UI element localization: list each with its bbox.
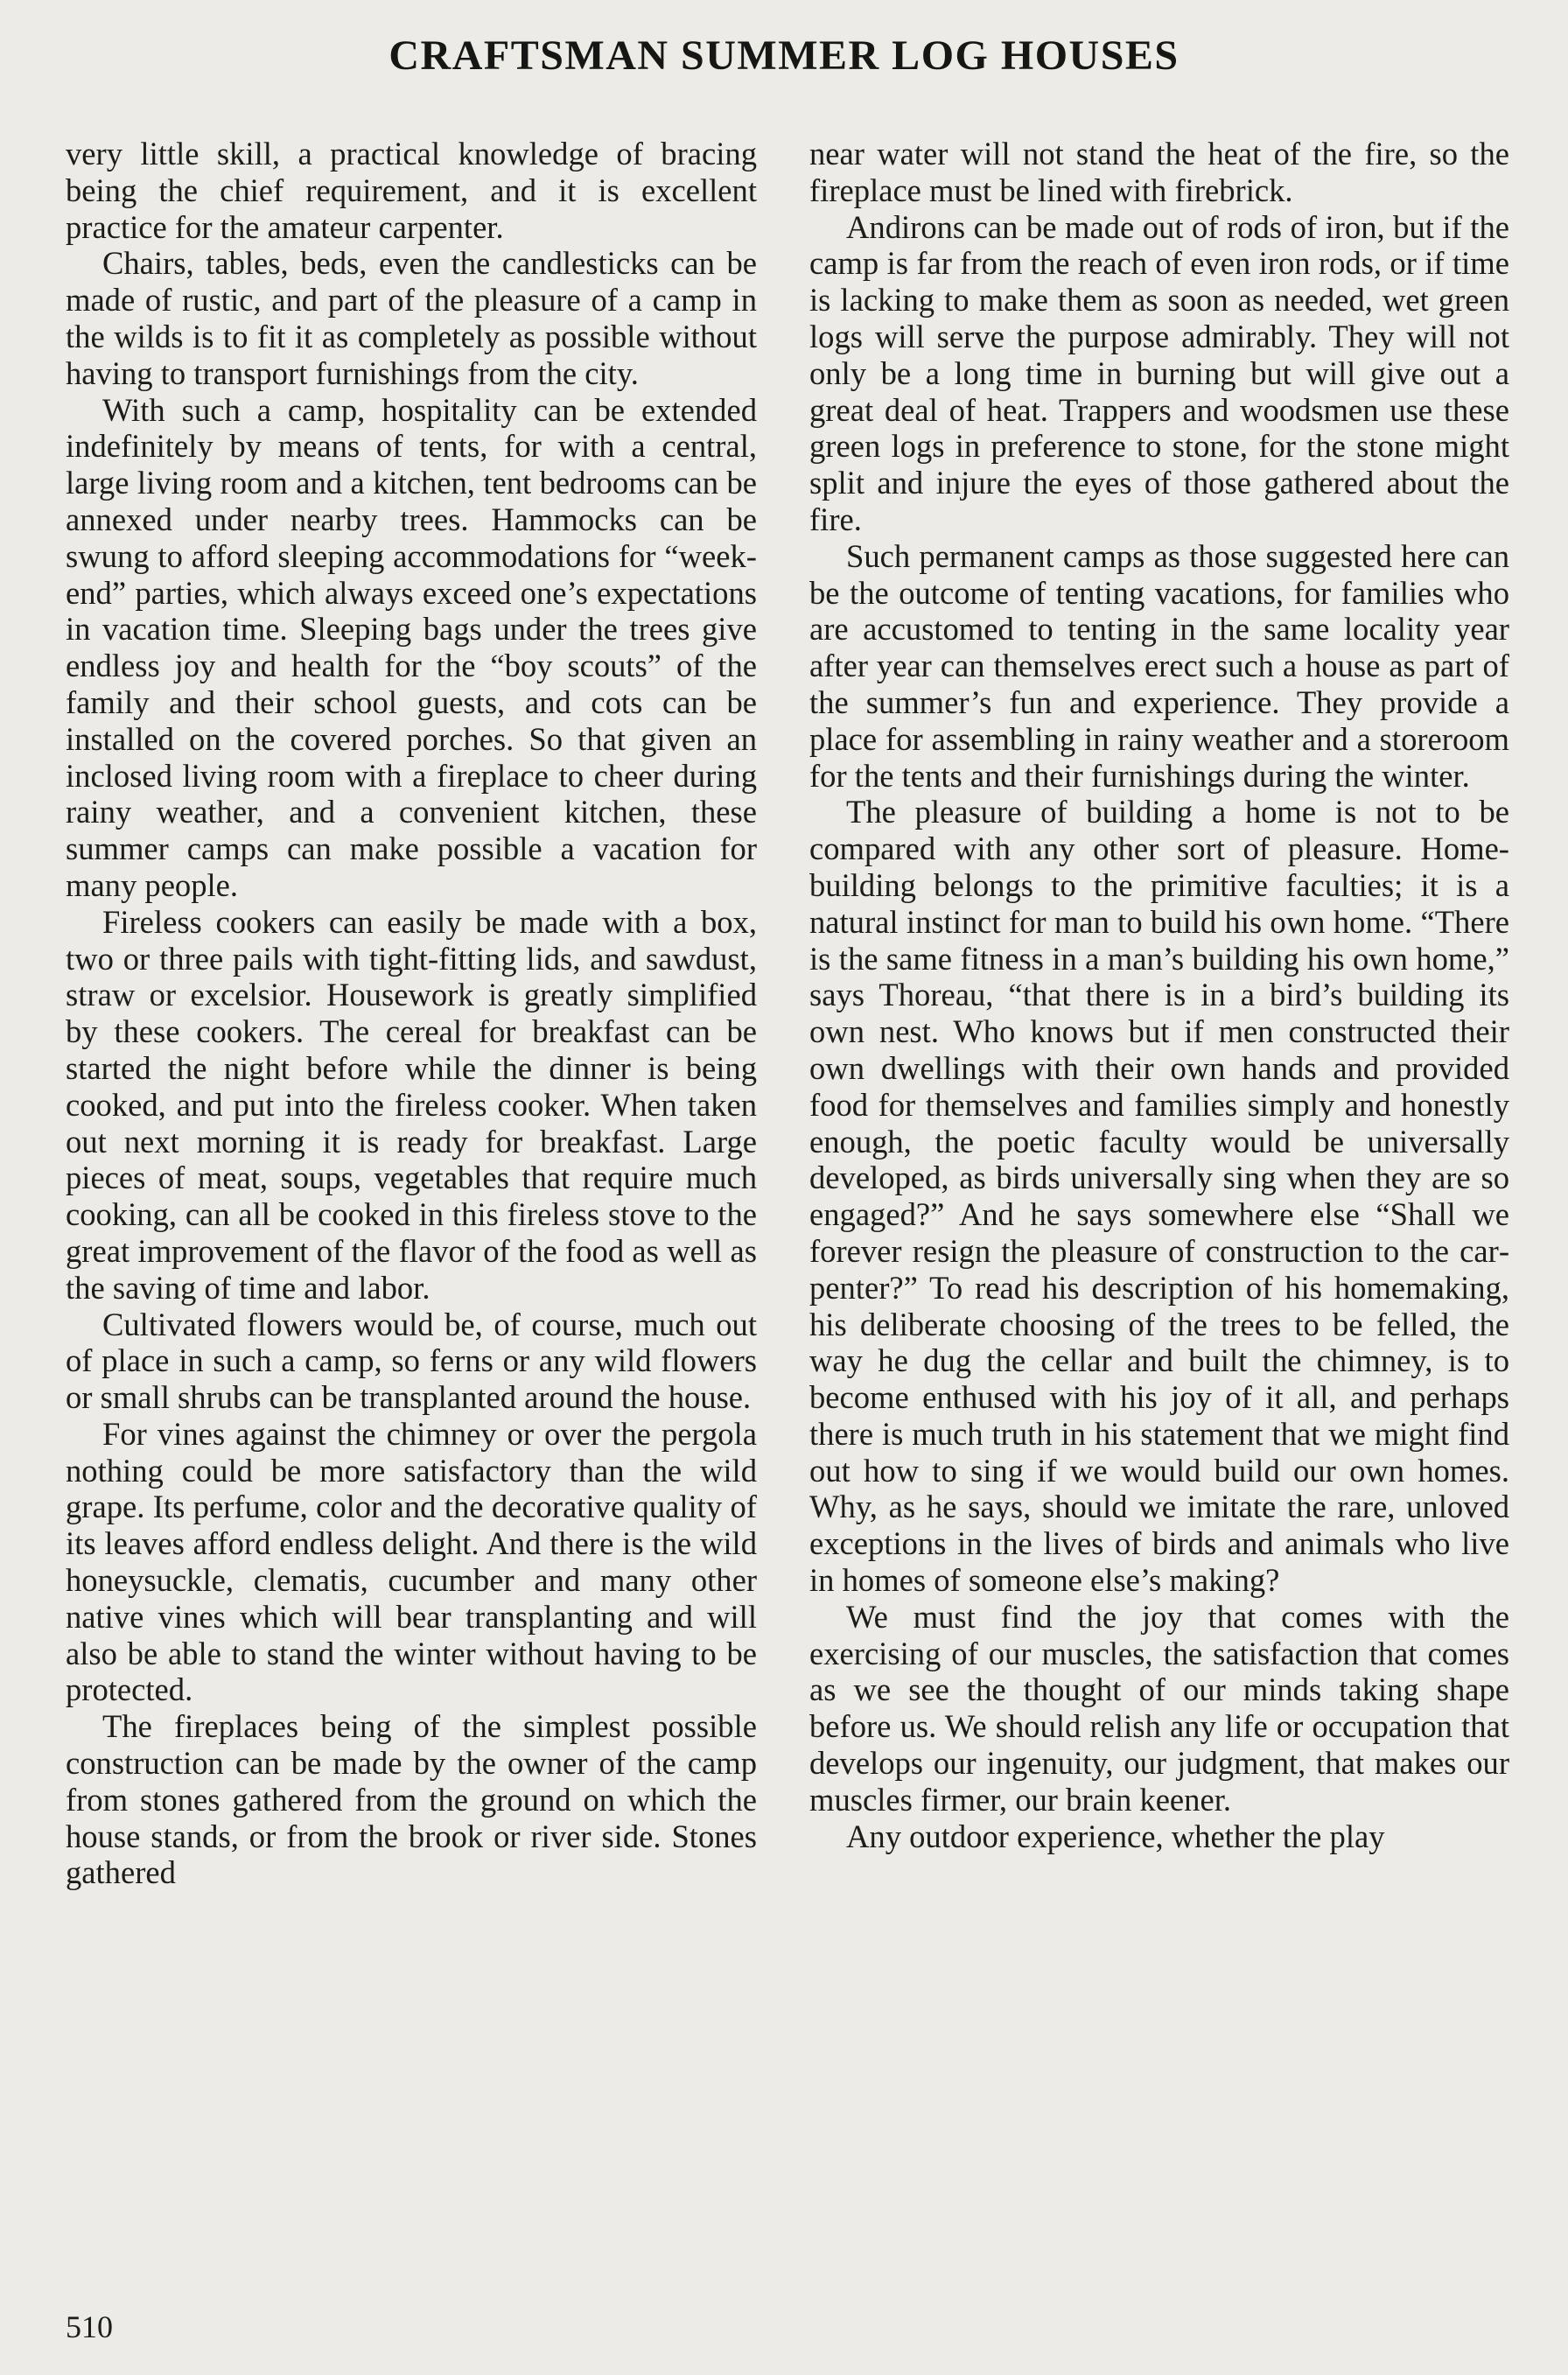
right-column: [809, 136, 1509, 2288]
paragraph: Fireless cookers can easily be made with a box, two or three pails with tight-fitting lids, and sawdust, straw or excelsior. Housework is greatly simplified by these cookers. The cereal for breakfast can be started the night before while the dinner is being cooked, and put into the fireless cooker. When taken out next morning it is ready for breakfast. Large pieces of meat, soups, vegetables that require much cooking, can all be cooked in this fireless stove to the great improvement of the flavor of the food as well as the saving of time and labor.: [66, 903, 757, 1306]
paragraph: near water will not stand the heat of the fire, so the fireplace must be lined with firebrick.: [809, 136, 1509, 208]
page-number: 510: [66, 2309, 113, 2344]
page-title: CRAFTSMAN SUMMER LOG HOUSES: [388, 32, 1180, 79]
paragraph: Chairs, tables, beds, even the candlesticks can be made of rustic, and part of the pleasure of a camp in the wilds is to fit it as completely as possible without having to transport furnishings from the city.: [66, 245, 757, 391]
paragraph: For vines against the chimney or over the pergola nothing could be more satisfactory than the wild grape. Its perfume, color and the decorative quality of its leaves afford endless delight. And there is the wild honeysuckle, clematis, cucumber and many other native vines which will bear transplanting and will also be able to stand the winter without having to be protected.: [66, 1415, 757, 1708]
paragraph: The fireplaces being of the simplest possible construction can be made by the owner of the camp from stones gathered from the ground on which the house stands, or from the brook or river side. Stones gathered: [66, 1708, 757, 1891]
paragraph: The pleasure of building a home is not to be compared with any other sort of pleasure. Home-building belongs to the primitive faculties; it is a natural instinct for man to build his own home. “There is the same fitness in a man’s building his own home,” says Thoreau, “that there is in a bird’s building its own nest. Who knows but if men constructed their own dwellings with their own hands and provided food for themselves and families simply and honestly enough, the poetic faculty would be universally developed, as birds universally sing when they are so engaged?” And he says somewhere else “Shall we forever resign the pleasure of construction to the carpenter?” To read his description of his homemaking, his deliberate choosing of the trees to be felled, the way he dug the cellar and built the chimney, is to become enthused with his joy of it all, and perhaps there is much truth in his statement that we might find out how to sing if we would build our own homes. Why, as he says, should we imitate the rare, unloved exceptions in the lives of birds and animals who live in homes of someone else’s making?: [809, 794, 1509, 1599]
paragraph: Cultivated flowers would be, of course, much out of place in such a camp, so ferns or any wild flowers or small shrubs can be transplanted around the house.: [66, 1306, 757, 1416]
paragraph: very little skill, a practical knowledge of bracing being the chief requirement, and it is excellent practice for the amateur carpenter.: [66, 136, 757, 245]
paragraph: Such permanent camps as those suggested here can be the outcome of tenting vacations, for families who are accustomed to tenting in the same locality year after year can themselves erect such a house as part of the summer’s fun and experience. They provide a place for assembling in rainy weather and a storeroom for the tents and their furnishings during the winter.: [809, 537, 1509, 794]
paragraph: With such a camp, hospitality can be extended indefinitely by means of tents, for with a central, large living room and a kitchen, tent bedrooms can be annexed under nearby trees. Hammocks can be swung to afford sleeping accommodations for “week-end” parties, which always exceed one’s expectations in vacation time. Sleeping bags under the trees give endless joy and health for the “boy scouts” of the family and their school guests, and cots can be installed on the covered porches. So that given an inclosed living room with a fireplace to cheer during rainy weather, and a convenient kitchen, these summer camps can make possible a vacation for many people.: [66, 391, 757, 903]
paragraph: Any outdoor experience, whether the play: [846, 1818, 1385, 1854]
left-column: [66, 136, 757, 2288]
paragraph: We must find the joy that comes with the exercising of our muscles, the satisfaction that comes as we see the thought of our minds taking shape before us. We should relish any life or occupation that develops our ingenuity, our judgment, that makes our muscles firmer, our brain keener.: [809, 1598, 1509, 1818]
paragraph: Andirons can be made out of rods of iron, but if the camp is far from the reach of even iron rods, or if time is lacking to make them as soon as needed, wet green logs will serve the purpose admirably. They will not only be a long time in burning but will give out a great deal of heat. Trappers and woodsmen use these green logs in preference to stone, for the stone might split and injure the eyes of those gathered about the fire.: [809, 208, 1509, 537]
